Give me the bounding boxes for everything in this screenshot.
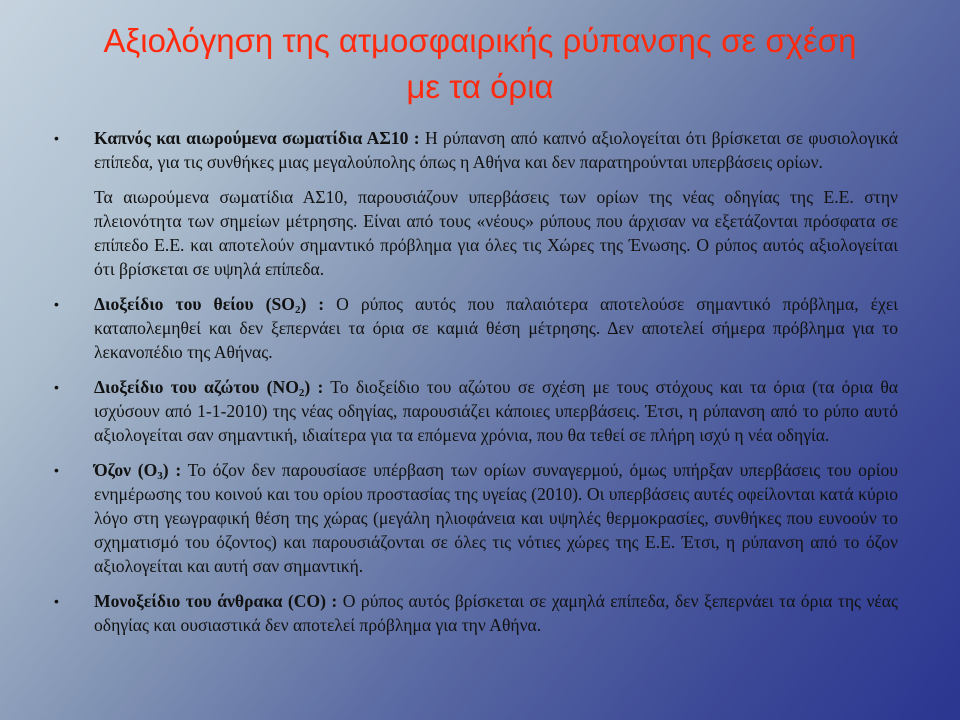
heading-text: Όζον (O xyxy=(94,460,158,480)
heading-text: ) : xyxy=(304,377,324,397)
paragraph xyxy=(94,589,898,637)
paragraph xyxy=(94,458,898,578)
item-text: Το όζον δεν παρουσίασε υπέρβαση των ορίων συναγερμού, όμως υπήρξαν υπερβάσεις του ορίου ενημέρωσης του κοινού και του ορίου προστασίας της υγείας (2010). Οι υπερβάσεις αυτές οφείλονται κατά κύριο λόγο στη γεωγραφική θέση της χώρας (μεγάλη ηλιοφάνεια και υψηλές θερμοκρασίες, συνθήκες που ευνοούν το σχηματισμό του όζοντος) και παρουσιάζονται σε όλες τις νότιες χώρες της Ε.Ε. Έτσι, η ρύπανση από το όζον αξιολογείται και αυτή σαν σημαντική. xyxy=(94,460,898,576)
bullet-item-carbon-monoxide xyxy=(54,589,898,637)
heading-text: Διοξείδιο του θείου (SO xyxy=(94,294,295,314)
heading-text: ) : xyxy=(162,460,182,480)
item-heading xyxy=(94,460,181,480)
paragraph: Τα αιωρούμενα σωματίδια ΑΣ10, παρουσιάζουν υπερβάσεις των ορίων της νέας οδηγίας της Ε.Ε. στην πλειονότητα των σημείων μέτρησης. Είναι από τους «νέους» ρύπους που άρχισαν να εξετάζονται πρόσφατα σε επίπεδο Ε.Ε. και αποτελούν σημαντικό πρόβλημα για όλες τις Χώρες της Ένωσης. Ο ρύπος αυτός αξιολογείται ότι βρίσκεται σε υψηλά επίπεδα. xyxy=(94,187,898,279)
item-heading: Μονοξείδιο του άνθρακα (CO) : xyxy=(94,591,338,611)
item-text: Η ρύπανση από καπνό αξιολογείται ότι βρίσκεται σε φυσιολογικά επίπεδα, για τις συνθήκες μιας μεγαλούπολης όπως η Αθήνα και δεν παρατηρούνται υπερβάσεις ορίων. xyxy=(94,128,898,172)
bullet-item-sulfur-dioxide xyxy=(54,292,898,364)
item-text: Ο ρύπος αυτός που παλαιότερα αποτελούσε σημαντικό πρόβλημα, έχει καταπολεμηθεί και δεν ξεπερνάει τα όρια σε καμιά θέση μέτρησης. Δεν αποτελεί σήμερα πρόβλημα για το λεκανοπέδιο της Αθήνας. xyxy=(94,294,898,362)
heading-subscript: 2 xyxy=(298,387,305,399)
item-heading xyxy=(94,377,323,397)
bullet-list xyxy=(54,126,898,638)
item-text: Το διοξείδιο του αζώτου σε σχέση με τους στόχους και τα όρια (τα όρια θα ισχύσουν από 1-1-2010) της νέας οδηγίας, παρουσιάζει κάποιες υπερβάσεις. Έτσι, η ρύπανση από το ρύπο αυτό αξιολογείται σαν σημαντική, ιδιαίτερα για τα επόμενα χρόνια, που θα τεθεί σε πλήρη ισχύ η νέα οδηγία. xyxy=(94,377,898,445)
bullet-icon: • xyxy=(54,296,59,312)
item-text: Ο ρύπος αυτός βρίσκεται σε χαμηλά επίπεδα, δεν ξεπερνάει τα όρια της νέας οδηγίας και ουσιαστικά δεν αποτελεί πρόβλημα για την Αθήνα. xyxy=(94,591,898,635)
heading-text: ) : xyxy=(300,294,325,314)
heading-text: Διοξείδιο του αζώτου (NO xyxy=(94,377,299,397)
bullet-item-smoke-particulates xyxy=(54,126,898,281)
paragraph xyxy=(94,292,898,364)
bullet-item-nitrogen-dioxide xyxy=(54,375,898,447)
bullet-item-ozone xyxy=(54,458,898,578)
slide-title-line-2: με τα όρια xyxy=(406,68,554,105)
slide-title-line-1: Αξιολόγηση της ατμοσφαιρικής ρύπανσης σε σχέση xyxy=(103,22,857,59)
paragraph xyxy=(94,126,898,174)
paragraph xyxy=(94,375,898,447)
item-heading: Καπνός και αιωρούμενα σωματίδια ΑΣ10 : xyxy=(94,128,420,148)
bullet-icon: • xyxy=(54,379,59,395)
item-heading xyxy=(94,294,324,314)
heading-subscript: 2 xyxy=(294,304,301,316)
slide-title xyxy=(40,18,920,110)
bullet-icon: • xyxy=(54,462,59,478)
bullet-icon: • xyxy=(54,130,59,146)
bullet-icon: • xyxy=(54,593,59,609)
heading-subscript: 3 xyxy=(157,470,163,482)
